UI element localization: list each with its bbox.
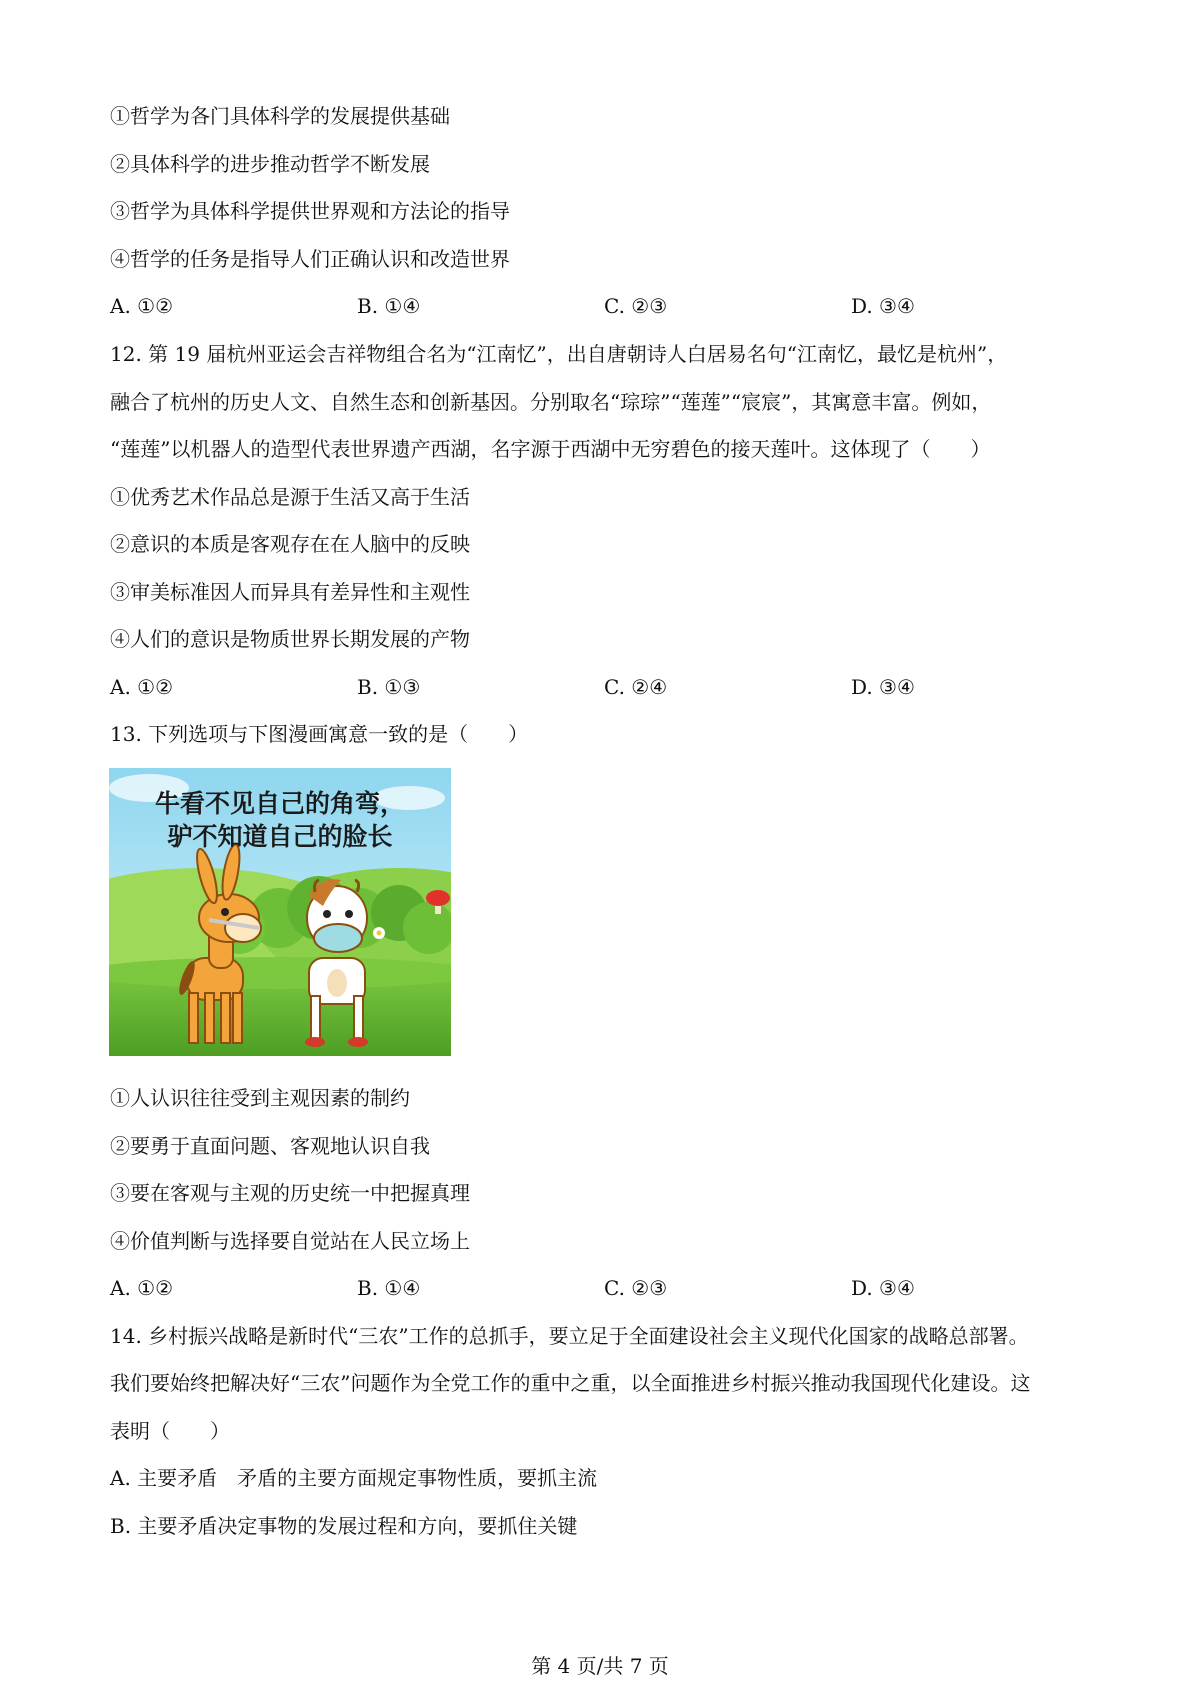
q12-stem-line-1: 12. 第 19 届杭州亚运会吉祥物组合名为“江南忆”，出自唐朝诗人白居易名句“江南忆，最忆是杭州”， bbox=[110, 342, 1008, 366]
comic-caption-line-1: 牛看不见自己的角弯， bbox=[154, 789, 405, 818]
q11-option-a: A. ①② bbox=[110, 294, 174, 318]
q13-option-b: B. ①④ bbox=[357, 1276, 421, 1300]
q12-item-2: ②意识的本质是客观存在在人脑中的反映 bbox=[110, 532, 470, 556]
q13-item-2: ②要勇于直面问题、客观地认识自我 bbox=[110, 1134, 430, 1158]
q12-option-c: C. ②④ bbox=[604, 675, 668, 699]
q13-options bbox=[110, 1274, 1110, 1302]
q12-stem-line-3: “莲莲”以机器人的造型代表世界遗产西湖，名字源于西湖中无穷碧色的接天莲叶。这体现了（ ） bbox=[110, 437, 991, 461]
q12-stem-line-2: 融合了杭州的历史人文、自然生态和创新基因。分别取名“琮琮”“莲莲”“宸宸”，其寓意丰富。例如， bbox=[110, 390, 992, 414]
q13-item-3: ③要在客观与主观的历史统一中把握真理 bbox=[110, 1181, 470, 1205]
q13-item-4: ④价值判断与选择要自觉站在人民立场上 bbox=[110, 1229, 470, 1253]
q13-stem: 13. 下列选项与下图漫画寓意一致的是（ ） bbox=[110, 722, 529, 746]
q14-stem-line-1: 14. 乡村振兴战略是新时代“三农”工作的总抓手，要立足于全面建设社会主义现代化国家的战略总部署。 bbox=[110, 1324, 1029, 1348]
q12-options bbox=[110, 673, 1110, 701]
q12-item-3: ③审美标准因人而异具有差异性和主观性 bbox=[110, 580, 470, 604]
q12-option-a: A. ①② bbox=[110, 675, 174, 699]
q12-item-4: ④人们的意识是物质世界长期发展的产物 bbox=[110, 627, 470, 651]
q11-option-c: C. ②③ bbox=[604, 294, 668, 318]
q13-option-a: A. ①② bbox=[110, 1276, 174, 1300]
q12-option-b: B. ①③ bbox=[357, 675, 421, 699]
q13-item-1: ①人认识往往受到主观因素的制约 bbox=[110, 1086, 410, 1110]
q11-option-d: D. ③④ bbox=[851, 294, 915, 318]
comic-image bbox=[109, 768, 451, 1056]
q14-stem-line-3: 表明（ ） bbox=[110, 1419, 230, 1443]
q14-option-b: B. 主要矛盾决定事物的发展过程和方向，要抓住关键 bbox=[110, 1514, 578, 1538]
q13-option-d: D. ③④ bbox=[851, 1276, 915, 1300]
q11-option-b: B. ①④ bbox=[357, 294, 421, 318]
q14-stem-line-2: 我们要始终把解决好“三农”问题作为全党工作的重中之重，以全面推进乡村振兴推动我国现代化建设。这 bbox=[110, 1371, 1031, 1395]
q11-options bbox=[110, 292, 1110, 320]
q13-option-c: C. ②③ bbox=[604, 1276, 668, 1300]
q11-item-1: ①哲学为各门具体科学的发展提供基础 bbox=[110, 104, 450, 128]
page-footer: 第 4 页/共 7 页 bbox=[531, 1654, 669, 1678]
q11-item-2: ②具体科学的进步推动哲学不断发展 bbox=[110, 152, 430, 176]
q12-item-1: ①优秀艺术作品总是源于生活又高于生活 bbox=[110, 485, 470, 509]
q11-item-4: ④哲学的任务是指导人们正确认识和改造世界 bbox=[110, 247, 510, 271]
q14-option-a: A. 主要矛盾 矛盾的主要方面规定事物性质，要抓主流 bbox=[110, 1466, 598, 1490]
q11-item-3: ③哲学为具体科学提供世界观和方法论的指导 bbox=[110, 199, 510, 223]
q12-option-d: D. ③④ bbox=[851, 675, 915, 699]
comic-caption-line-2: 驴不知道自己的脸长 bbox=[167, 822, 393, 851]
